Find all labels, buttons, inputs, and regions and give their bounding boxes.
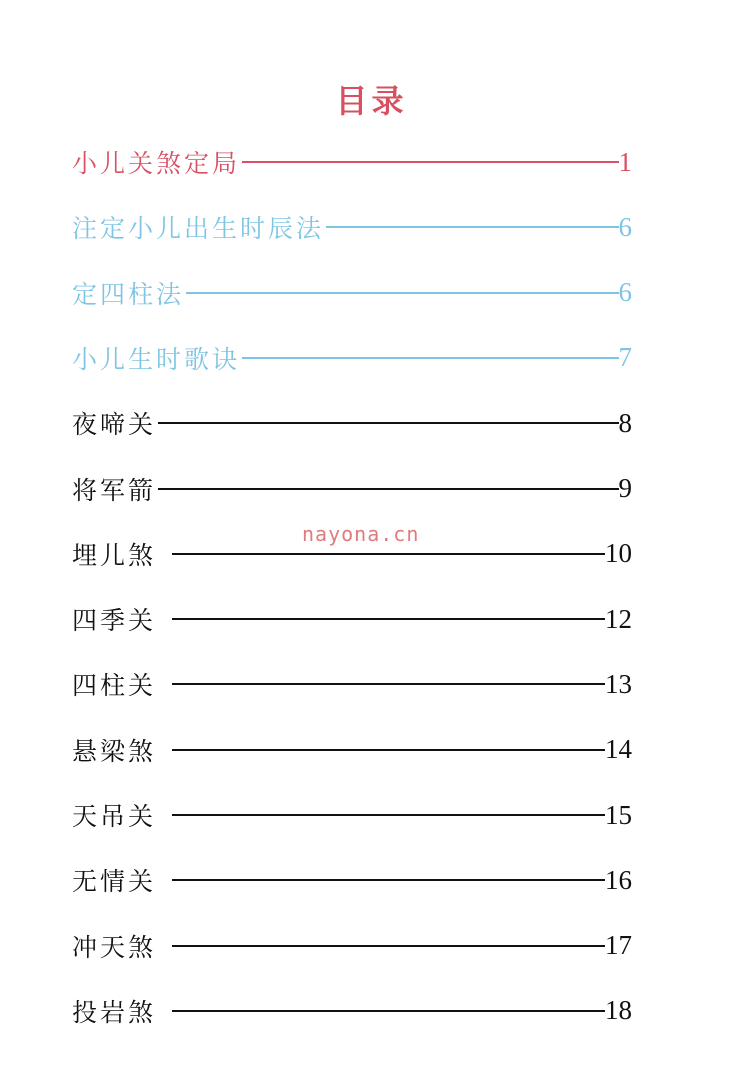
toc-leader-line: [326, 226, 618, 228]
toc-entry-page: 6: [618, 211, 632, 242]
toc-entry-page: 9: [618, 473, 632, 503]
toc-entry-page: 7: [618, 342, 632, 373]
toc-leader-line: [172, 814, 605, 816]
toc-entry-page: 1: [618, 146, 632, 177]
toc-entry[interactable]: [72, 599, 632, 639]
toc-entry[interactable]: [72, 991, 632, 1031]
toc-entry[interactable]: [72, 664, 632, 704]
toc-leader-line: [158, 422, 618, 424]
toc-entry[interactable]: [72, 403, 632, 443]
toc-entry-page: 16: [605, 864, 632, 895]
toc-leader-line: [172, 749, 605, 751]
toc-title: 目录: [335, 82, 408, 120]
toc-leader-line: [242, 161, 618, 163]
toc-leader-line: [172, 879, 605, 881]
toc-entry-label: 注定小儿出生时辰法: [72, 214, 325, 244]
toc-leader-line: [172, 683, 605, 685]
toc-entry[interactable]: [72, 926, 632, 966]
toc-entry[interactable]: [72, 338, 632, 378]
toc-leader-line: [172, 618, 605, 620]
toc-entry-label: 小儿关煞定局: [72, 149, 241, 178]
toc-entry-page: 10: [605, 538, 632, 569]
toc-entry-label: 定四柱法: [72, 279, 185, 309]
toc-leader-line: [186, 292, 618, 294]
toc-entry-label: 悬梁煞: [72, 736, 157, 766]
toc-leader-line: [158, 488, 618, 490]
toc-entry-label: 夜啼关: [72, 410, 157, 440]
toc-entry-label: 埋儿煞: [72, 540, 157, 570]
toc-entry-label: 冲天煞: [72, 932, 157, 962]
toc-entry-page: 6: [618, 277, 632, 308]
toc-entry-label: 天吊关: [72, 802, 157, 831]
toc-leader-line: [242, 357, 618, 359]
toc-entry[interactable]: [72, 795, 632, 835]
toc-entry-page: 14: [605, 734, 632, 765]
toc-entry[interactable]: [72, 469, 632, 509]
toc-entry-page: 18: [605, 995, 632, 1026]
toc-leader-line: [172, 1010, 605, 1012]
toc-entry-page: 13: [605, 668, 632, 699]
toc-entry-page: 12: [605, 603, 632, 634]
toc-entry-label: 将军箭: [72, 475, 157, 505]
toc-entry-page: 17: [605, 930, 632, 961]
watermark: nayona.cn: [302, 522, 420, 546]
toc-entry-label: 无情关: [72, 867, 157, 897]
toc-entry[interactable]: [72, 273, 632, 313]
toc-entry[interactable]: [72, 860, 632, 900]
toc-entry-label: 四季关: [72, 606, 157, 636]
toc-entry[interactable]: [72, 730, 632, 770]
toc-entry[interactable]: [72, 207, 632, 247]
toc-leader-line: [172, 553, 605, 555]
toc-entry-page: 8: [618, 407, 632, 438]
toc-entry[interactable]: [72, 142, 632, 182]
toc-entry-label: 小儿生时歌诀: [72, 344, 241, 374]
toc-entry-page: 15: [605, 799, 632, 830]
toc-entry-label: 投岩煞: [72, 997, 157, 1027]
toc-entry-label: 四柱关: [72, 671, 157, 701]
toc-leader-line: [172, 945, 605, 947]
